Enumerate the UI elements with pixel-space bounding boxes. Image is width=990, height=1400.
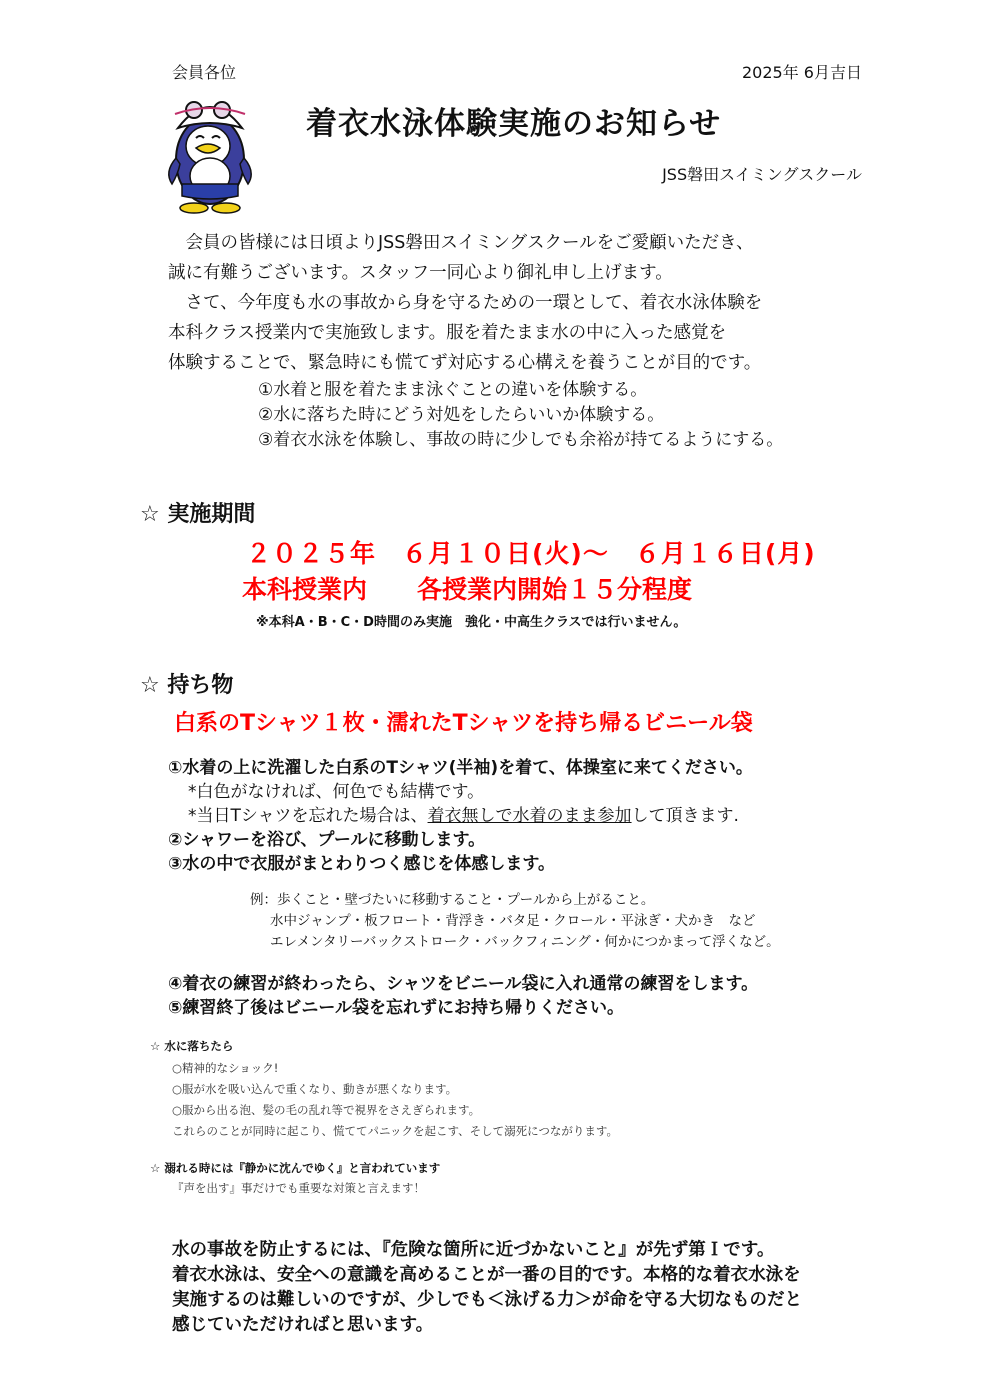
falling-line: これらのことが同時に起こり、慌ててパニックを起こす、そして溺死につながります。: [172, 1124, 618, 1138]
addressee: 会員各位: [172, 63, 237, 82]
closing-line: 着衣水泳は、安全への意識を高めることが一番の目的です。本格的な着衣水泳を: [172, 1265, 801, 1285]
step-note: *白色がなければ、何色でも結構です。: [188, 782, 485, 802]
steps-list: [168, 756, 753, 876]
period-dates: ２０２５年 ６月１０日(火)〜 ６月１６日(月): [246, 539, 816, 568]
sender-name: JSS磐田スイミングスクール: [662, 165, 862, 184]
steps-list-continued: [168, 972, 758, 1020]
step-item: ④着衣の練習が終わったら、シャツをビニール袋に入れ通常の練習をします。: [168, 974, 759, 994]
step-item: ③水の中で衣服がまとわりつく感じを体感します。: [168, 854, 556, 874]
falling-line: ○服から出る泡、髪の毛の乱れ等で視界をさえぎられます。: [172, 1103, 481, 1117]
drowning-heading: ☆ 溺れる時には『静かに沈んでゆく』と言われています: [150, 1161, 441, 1175]
penguin-mascot-image: [160, 88, 260, 216]
drowning-quote: 『声を出す』事だけでも重要な対策と言えます！: [172, 1181, 425, 1195]
period-class-info: 本科授業内 各授業内開始１５分程度: [242, 575, 693, 604]
step-note-underlined: 着衣無しで水着のまま参加: [427, 806, 632, 826]
step-note-text: して頂きます.: [631, 806, 739, 826]
step-item: ②シャワーを浴び、プールに移動します。: [168, 830, 486, 850]
intro-paragraph: [168, 228, 762, 378]
goal-item: ②水に落ちた時にどう対処をしたらいいか体験する。: [258, 405, 665, 425]
example-line: エレメンタリーバックストローク・バックフィニング・何かにつかまって浮くなど。: [270, 934, 780, 950]
falling-heading: ☆ 水に落ちたら: [150, 1039, 234, 1053]
falling-list: [172, 1058, 618, 1142]
goal-item: ③着衣水泳を体験し、事故の時に少しでも余裕が持てるようにする。: [258, 430, 784, 450]
page-title: 着衣水泳体験実施のお知らせ: [306, 106, 722, 142]
step-note-text: *当日Tシャツを忘れた場合は、: [188, 806, 428, 826]
example-line: 例：歩くこと・壁づたいに移動すること・プールから上がること。: [250, 892, 655, 908]
goal-item: ①水着と服を着たまま泳ぐことの違いを体験する。: [258, 380, 648, 400]
intro-line: 会員の皆様には日頃よりJSS磐田スイミングスクールをご愛顧いただき、: [168, 233, 754, 253]
items-heading: ☆ 持ち物: [140, 673, 234, 698]
period-heading: ☆ 実施期間: [140, 502, 256, 527]
step-item: ①水着の上に洗濯した白系のTシャツ(半袖)を着て、体操室に来てください。: [168, 758, 753, 778]
step-item: ⑤練習終了後はビニール袋を忘れずにお持ち帰りください。: [168, 998, 625, 1018]
issue-date: 2025年 6月吉日: [742, 63, 862, 82]
falling-line: ○服が水を吸い込んで重くなり、動きが悪くなります。: [172, 1082, 458, 1096]
goals-list: [258, 378, 783, 453]
closing-paragraph: [172, 1238, 802, 1338]
closing-line: 水の事故を防止するには、『危険な箇所に近づかないこと』が先ず第Ｉです。: [172, 1240, 775, 1260]
intro-line: 誠に有難うございます。スタッフ一同心より御礼申し上げます。: [168, 263, 673, 283]
falling-line: ○精神的なショック!: [172, 1061, 279, 1075]
step-note: [168, 804, 753, 828]
period-note: ※本科A・B・C・D時間のみ実施 強化・中高生クラスでは行いません。: [256, 615, 687, 630]
intro-line: さて、今年度も水の事故から身を守るための一環として、着衣水泳体験を: [168, 293, 763, 313]
closing-line: 実施するのは難しいのですが、少しでも＜泳げる力＞が命を守る大切なものだと: [172, 1290, 802, 1310]
intro-line: 体験することで、緊急時にも慌てず対応する心構えを養うことが目的です。: [168, 353, 762, 373]
closing-line: 感じていただければと思います。: [172, 1315, 434, 1335]
intro-line: 本科クラス授業内で実施致します。服を着たまま水の中に入った感覚を: [168, 323, 727, 343]
example-line: 水中ジャンプ・板フロート・背浮き・バタ足・クロール・平泳ぎ・犬かき など: [270, 913, 756, 929]
examples-list: [250, 890, 780, 953]
items-headline: 白系のTシャツ１枚・濡れたTシャツを持ち帰るビニール袋: [174, 711, 753, 736]
